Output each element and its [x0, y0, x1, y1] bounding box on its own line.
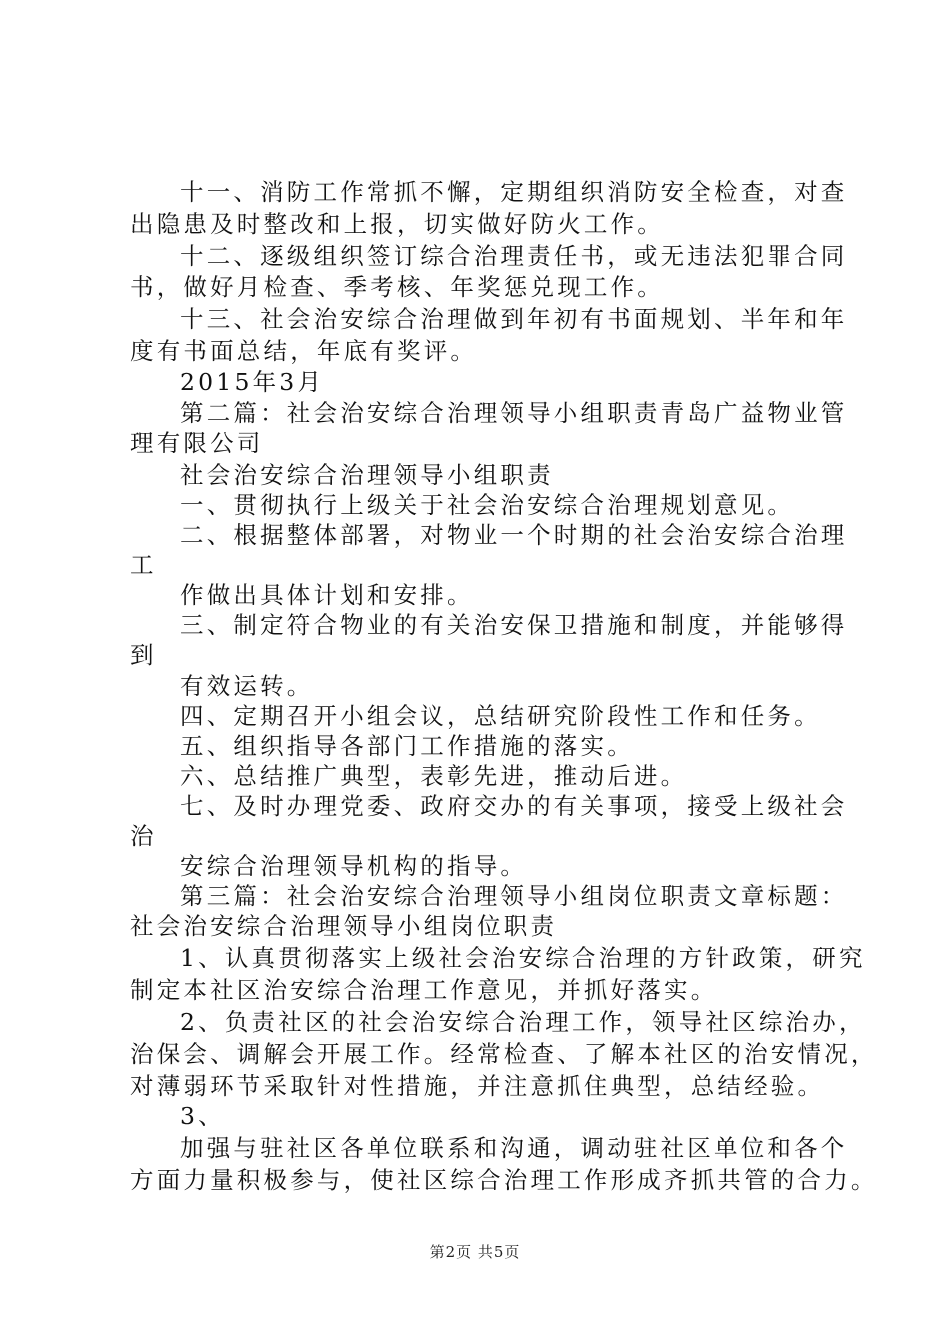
text-line: 六、总结推广典型，表彰先进，推动后进。: [180, 762, 688, 790]
section-heading: 社会治安综合治理领导小组岗位职责: [130, 912, 558, 940]
text-line: 加强与驻社区各单位联系和沟通，调动驻社区单位和各个: [180, 1134, 848, 1162]
text-line: 2、负责社区的社会治安综合治理工作，领导社区综治办，: [180, 1008, 866, 1036]
text-line: 有效运转。: [180, 672, 314, 700]
text-line: 四、定期召开小组会议，总结研究阶段性工作和任务。: [180, 702, 821, 730]
text-line: 治保会、调解会开展工作。经常检查、了解本社区的治安情况，: [130, 1040, 878, 1068]
text-line: 二、根据整体部署，对物业一个时期的社会治安综合治理: [180, 521, 848, 549]
text-line: 到: [130, 641, 157, 669]
text-line: 安综合治理领导机构的指导。: [180, 852, 528, 880]
text-line: 七、及时办理党委、政府交办的有关事项，接受上级社会: [180, 792, 848, 820]
text-line: 治: [130, 822, 157, 850]
text-line: 十一、消防工作常抓不懈，定期组织消防安全检查，对查: [180, 178, 848, 206]
section-heading: 第三篇：社会治安综合治理领导小组岗位职责文章标题：: [180, 882, 848, 910]
text-line: 制定本社区治安综合治理工作意见，并抓好落实。: [130, 976, 718, 1004]
text-line: 作做出具体计划和安排。: [180, 581, 474, 609]
section-heading: 第二篇：社会治安综合治理领导小组职责青岛广益物业管: [180, 399, 848, 427]
text-line: 对薄弱环节采取针对性措施，并注意抓住典型，总结经验。: [130, 1072, 825, 1100]
page-number-footer: 第2页 共5页: [429, 1243, 521, 1261]
text-line: 1、认真贯彻落实上级社会治安综合治理的方针政策，研究: [180, 944, 866, 972]
text-line: 工: [130, 551, 157, 579]
text-line: 方面力量积极参与，使社区综合治理工作形成齐抓共管的合力。: [130, 1166, 878, 1194]
text-line: 书，做好月检查、季考核、年奖惩兑现工作。: [130, 273, 664, 301]
text-line: 十三、社会治安综合治理做到年初有书面规划、半年和年: [180, 305, 848, 333]
text-line: 十二、逐级组织签订综合治理责任书，或无违法犯罪合同: [180, 242, 848, 270]
text-line: 三、制定符合物业的有关治安保卫措施和制度，并能够得: [180, 611, 848, 639]
text-line: 一、贯彻执行上级关于社会治安综合治理规划意见。: [180, 491, 795, 519]
text-line: 社会治安综合治理领导小组职责: [180, 461, 554, 489]
date-line: 2015年3月: [180, 368, 325, 396]
section-heading: 理有限公司: [130, 429, 264, 457]
text-line: 度有书面总结，年底有奖评。: [130, 337, 478, 365]
text-line: 出隐患及时整改和上报，切实做好防火工作。: [130, 210, 664, 238]
text-line: 3、: [180, 1102, 225, 1130]
text-line: 五、组织指导各部门工作措施的落实。: [180, 732, 634, 760]
